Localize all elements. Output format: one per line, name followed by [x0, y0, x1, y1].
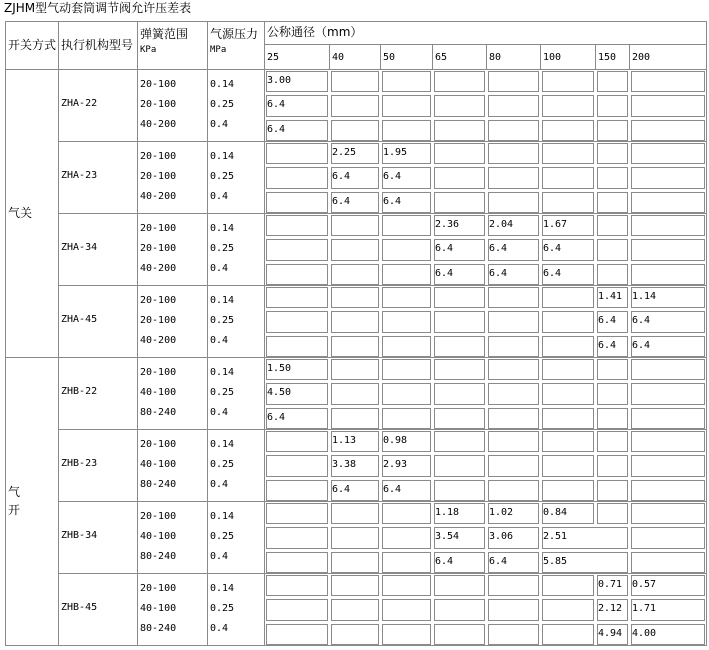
cell-value: 6.4 [267, 411, 286, 423]
spring-range: 20-100 [140, 367, 177, 378]
value-cell [434, 336, 485, 357]
cell-value: 6.4 [632, 339, 651, 351]
cell-value: 6.4 [598, 339, 617, 351]
dn-65: 65 [435, 52, 448, 63]
value-cell [542, 431, 594, 452]
value-cell [488, 167, 539, 188]
value-cell [434, 383, 485, 404]
dn-header-line-4 [540, 44, 541, 69]
value-cell [488, 359, 539, 380]
air-pressure: 0.4 [210, 479, 229, 490]
value-cell [631, 408, 705, 429]
value-cell [488, 431, 539, 452]
value-cell [631, 503, 705, 524]
cell-value: 3.38 [332, 459, 357, 471]
header-spring-unit: KPa [140, 45, 157, 55]
value-cell [631, 552, 705, 573]
column-line-3 [207, 21, 208, 646]
spring-range: 20-100 [140, 79, 177, 90]
value-cell [488, 143, 539, 164]
cell-value: 3.54 [435, 531, 460, 543]
value-cell [266, 167, 328, 188]
spring-range: 40-100 [140, 387, 177, 398]
value-cell [266, 287, 328, 308]
dn-header-line-6 [629, 44, 630, 69]
value-cell [631, 143, 705, 164]
value-cell [542, 167, 594, 188]
value-cell [434, 287, 485, 308]
value-cell [382, 408, 431, 429]
value-cell [266, 311, 328, 332]
spring-range: 20-100 [140, 99, 177, 110]
value-cell [434, 311, 485, 332]
column-line-1 [58, 21, 59, 646]
value-cell [488, 383, 539, 404]
value-cell [597, 71, 628, 92]
value-cell [382, 311, 431, 332]
spring-range: 40-100 [140, 531, 177, 542]
cell-value: 1.14 [632, 291, 657, 302]
value-cell [597, 359, 628, 380]
cell-value: 4.94 [598, 627, 623, 639]
cell-value: 2.04 [489, 219, 514, 230]
value-cell [597, 215, 628, 236]
cell-value: 6.4 [543, 243, 562, 255]
value-cell [597, 264, 628, 285]
value-cell [266, 336, 328, 357]
value-cell [434, 455, 485, 476]
group-divider [58, 573, 706, 574]
value-cell [434, 143, 485, 164]
value-cell [266, 215, 328, 236]
value-cell [597, 383, 628, 404]
value-cell [434, 599, 485, 620]
air-pressure: 0.4 [210, 335, 229, 346]
spring-range: 80-240 [140, 623, 177, 634]
value-cell [331, 311, 379, 332]
value-cell [382, 527, 431, 548]
value-cell [434, 71, 485, 92]
value-cell [266, 624, 328, 645]
dn-150: 150 [598, 52, 617, 63]
value-cell [266, 480, 328, 501]
value-cell [382, 239, 431, 260]
group-divider [58, 141, 706, 142]
air-pressure: 0.25 [210, 243, 235, 254]
value-cell [542, 624, 594, 645]
header-model: 执行机构型号 [61, 38, 134, 52]
value-cell [631, 239, 705, 260]
air-pressure: 0.4 [210, 551, 229, 562]
dn-header-line-0 [329, 44, 330, 69]
value-cell [542, 455, 594, 476]
value-cell [597, 120, 628, 141]
air-pressure: 0.14 [210, 79, 235, 90]
spring-range: 20-100 [140, 151, 177, 162]
value-cell [631, 167, 705, 188]
cell-value: 0.71 [598, 579, 623, 590]
air-pressure: 0.4 [210, 407, 229, 418]
value-cell [631, 527, 705, 548]
air-pressure: 0.25 [210, 387, 235, 398]
value-cell [434, 167, 485, 188]
cell-value: 1.13 [332, 435, 357, 446]
value-cell [331, 215, 379, 236]
dn-25: 25 [267, 52, 280, 63]
spring-range: 20-100 [140, 583, 177, 594]
value-cell [631, 455, 705, 476]
group-divider [58, 285, 706, 286]
cell-value: 1.18 [435, 507, 460, 518]
value-cell [382, 624, 431, 645]
value-cell [382, 120, 431, 141]
cell-value: 2.36 [435, 219, 460, 230]
dn-header-line-3 [486, 44, 487, 69]
air-pressure: 0.4 [210, 191, 229, 202]
spring-range: 40-100 [140, 603, 177, 614]
value-cell [597, 192, 628, 213]
header-spring: 弹簧范围 [140, 27, 189, 41]
value-cell [382, 215, 431, 236]
value-cell [488, 455, 539, 476]
air-pressure: 0.14 [210, 367, 235, 378]
dn-50: 50 [383, 52, 396, 63]
value-cell [542, 71, 594, 92]
cell-value: 4.50 [267, 387, 292, 399]
value-cell [488, 575, 539, 596]
air-pressure: 0.4 [210, 119, 229, 130]
value-cell [382, 336, 431, 357]
value-cell [331, 527, 379, 548]
mode-label: 气关 [8, 206, 33, 220]
value-cell [631, 95, 705, 116]
value-cell [597, 239, 628, 260]
value-cell [434, 624, 485, 645]
value-cell [382, 287, 431, 308]
value-cell [631, 120, 705, 141]
value-cell [542, 408, 594, 429]
spring-range: 40-200 [140, 335, 177, 346]
value-cell [488, 120, 539, 141]
cell-value: 0.57 [632, 579, 657, 590]
actuator-model: ZHB-45 [61, 602, 98, 613]
value-cell [382, 503, 431, 524]
air-pressure: 0.14 [210, 511, 235, 522]
air-pressure: 0.14 [210, 439, 235, 450]
cell-value: 1.95 [383, 147, 408, 158]
spring-range: 20-100 [140, 295, 177, 306]
air-pressure: 0.4 [210, 263, 229, 274]
value-cell [542, 95, 594, 116]
air-pressure: 0.4 [210, 623, 229, 634]
value-cell [597, 143, 628, 164]
actuator-model: ZHA-45 [61, 314, 98, 325]
cell-value: 2.51 [543, 531, 568, 543]
cell-value: 6.4 [435, 267, 454, 279]
value-cell [434, 408, 485, 429]
value-cell [434, 431, 485, 452]
header-air: 气源压力 [210, 27, 259, 41]
spring-range: 40-100 [140, 459, 177, 470]
value-cell [597, 455, 628, 476]
value-cell [542, 359, 594, 380]
value-cell [331, 408, 379, 429]
dn-header-line-1 [380, 44, 381, 69]
cell-value: 5.85 [543, 555, 568, 567]
cell-value: 2.25 [332, 147, 357, 158]
value-cell [266, 527, 328, 548]
value-cell [266, 431, 328, 452]
value-cell [331, 71, 379, 92]
actuator-model: ZHB-22 [61, 386, 98, 397]
actuator-model: ZHB-34 [61, 530, 98, 541]
cell-value: 6.4 [489, 243, 508, 255]
cell-value: 0.98 [383, 435, 408, 446]
value-cell [488, 336, 539, 357]
value-cell [488, 408, 539, 429]
value-cell [631, 192, 705, 213]
value-cell [382, 71, 431, 92]
mode-label: 气 [8, 485, 21, 499]
actuator-model: ZHA-22 [61, 98, 98, 109]
value-cell [331, 359, 379, 380]
cell-value: 6.4 [632, 315, 651, 327]
value-cell [434, 95, 485, 116]
value-cell [631, 71, 705, 92]
cell-value: 1.71 [632, 603, 657, 615]
air-pressure: 0.25 [210, 603, 235, 614]
cell-value: 6.4 [383, 483, 402, 495]
cell-value: 1.41 [598, 291, 623, 302]
value-cell [331, 336, 379, 357]
value-cell [434, 480, 485, 501]
value-cell [597, 95, 628, 116]
cell-value: 2.93 [383, 459, 408, 471]
actuator-model: ZHB-23 [61, 458, 98, 469]
spring-range: 20-100 [140, 171, 177, 182]
mode-divider [5, 357, 58, 358]
value-cell [631, 359, 705, 380]
value-cell [382, 264, 431, 285]
cell-value: 4.00 [632, 627, 657, 639]
spring-range: 80-240 [140, 479, 177, 490]
group-divider [58, 501, 706, 502]
value-cell [266, 455, 328, 476]
dn-80: 80 [489, 52, 502, 63]
cell-value: 2.12 [598, 603, 623, 615]
spring-range: 20-100 [140, 315, 177, 326]
value-cell [331, 239, 379, 260]
header-air-unit: MPa [210, 45, 227, 55]
value-cell [542, 383, 594, 404]
value-cell [542, 120, 594, 141]
cell-value: 6.4 [383, 195, 402, 207]
value-cell [266, 503, 328, 524]
value-cell [631, 480, 705, 501]
value-cell [488, 287, 539, 308]
air-pressure: 0.25 [210, 531, 235, 542]
value-cell [597, 480, 628, 501]
value-cell [331, 624, 379, 645]
spring-range: 40-200 [140, 263, 177, 274]
value-cell [488, 480, 539, 501]
spring-range: 40-200 [140, 191, 177, 202]
table-border-top [5, 21, 706, 22]
group-divider [58, 357, 706, 358]
actuator-model: ZHA-23 [61, 170, 98, 181]
spring-range: 40-200 [140, 119, 177, 130]
dn-header-line-5 [595, 44, 596, 69]
value-cell [266, 239, 328, 260]
value-cell [488, 599, 539, 620]
value-cell [331, 383, 379, 404]
spring-range: 80-240 [140, 407, 177, 418]
value-cell [266, 575, 328, 596]
dn-header-line-2 [432, 44, 433, 69]
value-cell [488, 624, 539, 645]
column-line-4 [264, 21, 265, 646]
air-pressure: 0.25 [210, 459, 235, 470]
value-cell [382, 95, 431, 116]
value-cell [488, 192, 539, 213]
cell-value: 3.00 [267, 75, 292, 86]
column-line-2 [137, 21, 138, 646]
value-cell [631, 383, 705, 404]
value-cell [266, 599, 328, 620]
value-cell [542, 480, 594, 501]
value-cell [542, 287, 594, 308]
group-divider [58, 429, 706, 430]
cell-value: 6.4 [332, 483, 351, 495]
value-cell [382, 575, 431, 596]
cell-value: 6.4 [543, 267, 562, 279]
value-cell [597, 503, 628, 524]
group-divider [58, 213, 706, 214]
cell-value: 6.4 [489, 555, 508, 567]
value-cell [631, 264, 705, 285]
cell-value: 3.06 [489, 531, 514, 543]
cell-value: 1.50 [267, 363, 292, 374]
cell-value: 6.4 [598, 315, 617, 327]
cell-value: 1.02 [489, 507, 514, 518]
actuator-model: ZHA-34 [61, 242, 98, 253]
value-cell [331, 503, 379, 524]
cell-value: 6.4 [332, 195, 351, 207]
dn-40: 40 [332, 52, 345, 63]
value-cell [331, 287, 379, 308]
value-cell [434, 192, 485, 213]
header-dn: 公称通径（mm） [267, 25, 363, 39]
value-cell [597, 408, 628, 429]
value-cell [266, 143, 328, 164]
value-cell [542, 143, 594, 164]
air-pressure: 0.25 [210, 171, 235, 182]
air-pressure: 0.25 [210, 99, 235, 110]
cell-value: 6.4 [435, 243, 454, 255]
column-line-0 [5, 21, 6, 646]
dn-header-divider [264, 44, 706, 45]
air-pressure: 0.14 [210, 151, 235, 162]
value-cell [542, 336, 594, 357]
value-cell [331, 575, 379, 596]
header-mode: 开关方式 [8, 38, 57, 52]
value-cell [488, 71, 539, 92]
value-cell [266, 264, 328, 285]
spring-range: 20-100 [140, 439, 177, 450]
value-cell [266, 552, 328, 573]
air-pressure: 0.14 [210, 295, 235, 306]
value-cell [331, 552, 379, 573]
value-cell [434, 120, 485, 141]
cell-value: 6.4 [435, 555, 454, 567]
value-cell [266, 192, 328, 213]
value-cell [382, 599, 431, 620]
cell-value: 6.4 [332, 171, 351, 183]
air-pressure: 0.25 [210, 315, 235, 326]
spring-range: 80-240 [140, 551, 177, 562]
value-cell [331, 95, 379, 116]
page-title: ZJHM型气动套筒调节阀允许压差表 [4, 1, 192, 15]
value-cell [542, 575, 594, 596]
value-cell [597, 431, 628, 452]
value-cell [434, 359, 485, 380]
cell-value: 6.4 [489, 267, 508, 279]
dn-100: 100 [543, 52, 562, 63]
value-cell [488, 95, 539, 116]
cell-value: 1.67 [543, 219, 568, 230]
value-cell [382, 552, 431, 573]
value-cell [542, 192, 594, 213]
value-cell [597, 167, 628, 188]
mode-label: 开 [8, 503, 21, 517]
value-cell [382, 359, 431, 380]
value-cell [331, 264, 379, 285]
cell-value: 6.4 [383, 171, 402, 183]
air-pressure: 0.14 [210, 223, 235, 234]
value-cell [331, 120, 379, 141]
value-cell [631, 431, 705, 452]
cell-value: 0.84 [543, 507, 568, 518]
column-line-5 [706, 21, 707, 646]
value-cell [542, 311, 594, 332]
dn-200: 200 [632, 52, 651, 63]
cell-value: 6.4 [267, 123, 286, 135]
value-cell [434, 575, 485, 596]
value-cell [488, 311, 539, 332]
air-pressure: 0.14 [210, 583, 235, 594]
spring-range: 20-100 [140, 511, 177, 522]
value-cell [382, 383, 431, 404]
value-cell [631, 215, 705, 236]
table-border-bottom [5, 645, 706, 646]
spring-range: 20-100 [140, 243, 177, 254]
cell-value: 6.4 [267, 99, 286, 111]
header-divider [5, 69, 706, 70]
value-cell [542, 599, 594, 620]
spring-range: 20-100 [140, 223, 177, 234]
value-cell [331, 599, 379, 620]
